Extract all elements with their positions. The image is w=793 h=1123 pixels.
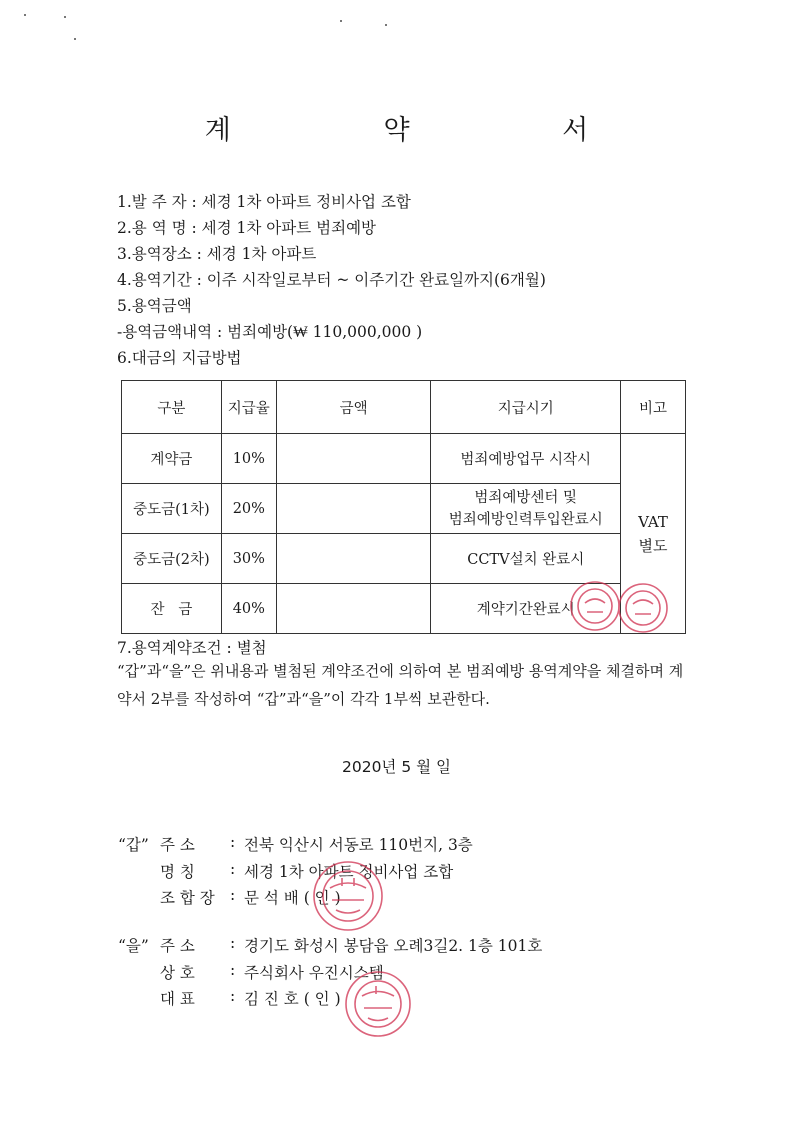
row-type: 잔 금: [122, 584, 222, 634]
party-b-address: 경기도 화성시 봉담읍 오례3길2. 1층 101호: [244, 937, 543, 955]
table-row: [122, 484, 686, 534]
colon: :: [230, 961, 236, 979]
row-timing: CCTV설치 완료시: [431, 534, 621, 584]
row-type: 중도금(1차): [122, 484, 222, 534]
party-b-address-label: 주 소: [160, 937, 195, 955]
table-row: [122, 434, 686, 484]
service-amount-detail: -용역금액내역 : 범죄예방(₩ 110,000,000 ): [117, 323, 423, 341]
company-seal-icon: [330, 968, 426, 1040]
client-line: 1.발 주 자 : 세경 1차 아파트 정비사업 조합: [117, 193, 411, 211]
agreement-text: “갑”과“을”은 위내용과 별첨된 계약조건에 의하여 본 범죄예방 용역계약을 체결하며 계약서 2부를 작성하여 “갑”과“을”이 각각 1부씩 보관한다.: [117, 662, 684, 708]
scan-speck: [64, 16, 66, 18]
party-a-address: 전북 익산시 서동로 110번지, 3층: [244, 836, 473, 854]
note-cell: VAT 별도: [621, 434, 686, 634]
party-b-label: “을”: [118, 937, 149, 955]
party-b-name-label: 상 호: [160, 964, 195, 982]
party-a-name-label: 명 칭: [160, 863, 195, 881]
row-rate: 30%: [221, 534, 276, 584]
document-title: 계 약 서: [204, 115, 661, 146]
scan-speck: [340, 20, 342, 22]
row-type: 중도금(2차): [122, 534, 222, 584]
service-period-line: 4.용역기간 : 이주 시작일로부터 ~ 이주기간 완료일까지(6개월): [117, 271, 546, 289]
union-seal-icon: [298, 858, 394, 934]
row-amount: [276, 484, 431, 534]
payment-heading: 6.대금의 지급방법: [117, 349, 242, 367]
payment-table-header: [122, 381, 686, 434]
scan-speck: [385, 24, 387, 26]
service-name-line: 2.용 역 명 : 세경 1차 아파트 범죄예방: [117, 219, 377, 237]
party-a-address-label: 주 소: [160, 836, 195, 854]
row-amount: [276, 434, 431, 484]
party-a-name: 세경 1차 아파트 정비사업 조합: [244, 863, 454, 881]
row-rate: 40%: [221, 584, 276, 634]
colon: :: [230, 987, 236, 1005]
row-timing: 계약기간완료시: [431, 584, 621, 634]
service-amount-heading: 5.용역금액: [117, 297, 192, 315]
header-timing: 지급시기: [431, 381, 621, 434]
header-rate: 지급율: [221, 381, 276, 434]
colon: :: [230, 860, 236, 878]
header-note: 비고: [621, 381, 686, 434]
header-amount: 금액: [276, 381, 431, 434]
row-amount: [276, 534, 431, 584]
row-timing: 범죄예방센터 및 범죄예방인력투입완료시: [431, 484, 621, 534]
scan-speck: [74, 38, 76, 40]
party-a-rep: 문 석 배 ( 인 ): [244, 889, 341, 907]
row-timing: 범죄예방업무 시작시: [431, 434, 621, 484]
row-type: 계약금: [122, 434, 222, 484]
party-b-rep: 김 진 호 ( 인 ): [244, 990, 341, 1008]
row-rate: 20%: [221, 484, 276, 534]
row-amount: [276, 584, 431, 634]
party-b-rep-label: 대 표: [160, 990, 195, 1008]
conditions-heading: 7.용역계약조건 : 별첨: [117, 639, 267, 657]
header-type: 구분: [122, 381, 222, 434]
party-a-rep-label: 조 합 장: [160, 889, 215, 907]
party-b-name: 주식회사 우진시스템: [244, 964, 384, 982]
service-place-line: 3.용역장소 : 세경 1차 아파트: [117, 245, 317, 263]
colon: :: [230, 934, 236, 952]
row-rate: 10%: [221, 434, 276, 484]
party-a-label: “갑”: [118, 836, 149, 854]
colon: :: [230, 886, 236, 904]
company-seal-icon: [565, 568, 675, 638]
scan-speck: [24, 14, 26, 16]
colon: :: [230, 833, 236, 851]
contract-date: 2020년 5 월 일: [341, 758, 451, 776]
